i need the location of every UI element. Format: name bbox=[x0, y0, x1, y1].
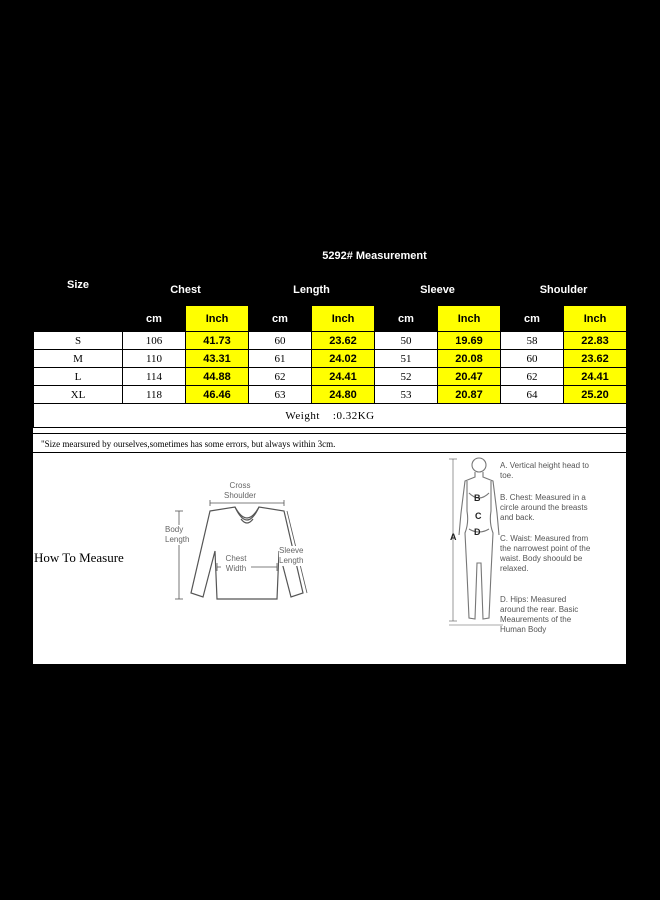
chest-cm: 110 bbox=[123, 350, 186, 368]
how-to-measure-label: How To Measure bbox=[34, 550, 124, 565]
chest-width-label: Chest Width bbox=[221, 554, 251, 574]
sleeve-inch: 20.08 bbox=[438, 350, 501, 368]
measurement-table bbox=[33, 237, 627, 428]
column-chest: Chest bbox=[123, 274, 249, 306]
table-row bbox=[34, 368, 627, 386]
table-row bbox=[34, 350, 627, 368]
shoulder-cm: 58 bbox=[501, 332, 564, 350]
length-cm: 62 bbox=[249, 368, 312, 386]
letter-a: A bbox=[450, 532, 457, 542]
length-inch: 24.02 bbox=[312, 350, 375, 368]
letter-d: D bbox=[474, 527, 481, 537]
size-chart bbox=[33, 237, 626, 664]
sleeve-cm: 53 bbox=[375, 386, 438, 404]
sleeve-inch: 20.47 bbox=[438, 368, 501, 386]
size-cell: L bbox=[34, 368, 123, 386]
body-length-label: Body Length bbox=[165, 525, 199, 545]
shoulder-cm: 64 bbox=[501, 386, 564, 404]
size-cell: M bbox=[34, 350, 123, 368]
shoulder-cm: 60 bbox=[501, 350, 564, 368]
shoulder-inch: 23.62 bbox=[564, 350, 627, 368]
chest-inch: 43.31 bbox=[186, 350, 249, 368]
sleeve-inch: 20.87 bbox=[438, 386, 501, 404]
unit-inch: Inch bbox=[186, 306, 249, 332]
body-diagram-icon bbox=[445, 453, 507, 633]
unit-inch: Inch bbox=[312, 306, 375, 332]
length-inch: 24.41 bbox=[312, 368, 375, 386]
note-a: A. Vertical height head to toe. bbox=[500, 461, 589, 480]
chest-inch: 41.73 bbox=[186, 332, 249, 350]
sleeve-cm: 51 bbox=[375, 350, 438, 368]
shoulder-inch: 25.20 bbox=[564, 386, 627, 404]
shoulder-cm: 62 bbox=[501, 368, 564, 386]
length-inch: 24.80 bbox=[312, 386, 375, 404]
length-cm: 60 bbox=[249, 332, 312, 350]
unit-inch: Inch bbox=[438, 306, 501, 332]
table-row bbox=[34, 386, 627, 404]
chest-inch: 46.46 bbox=[186, 386, 249, 404]
note-b: B. Chest: Measured in a circle around the breasts and back. bbox=[500, 493, 588, 522]
table-title: 5292# Measurement bbox=[123, 238, 627, 274]
unit-cm: cm bbox=[375, 306, 438, 332]
cross-shoulder-label: Cross Shoulder bbox=[223, 481, 257, 500]
chest-cm: 114 bbox=[123, 368, 186, 386]
size-cell: S bbox=[34, 332, 123, 350]
chest-cm: 106 bbox=[123, 332, 186, 350]
letter-c: C bbox=[475, 511, 482, 521]
length-inch: 23.62 bbox=[312, 332, 375, 350]
chest-inch: 44.88 bbox=[186, 368, 249, 386]
unit-cm: cm bbox=[501, 306, 564, 332]
shoulder-inch: 22.83 bbox=[564, 332, 627, 350]
sleeve-length-label: Sleeve Length bbox=[279, 546, 311, 566]
unit-inch: Inch bbox=[564, 306, 627, 332]
size-note: "Size mearsured by ourselves,sometimes has some errors, but always within 3cm. bbox=[33, 433, 626, 453]
length-cm: 63 bbox=[249, 386, 312, 404]
note-d: D. Hips: Measured around the rear. Basic Meaurements of the Human Body bbox=[500, 595, 579, 634]
letter-b: B bbox=[474, 493, 481, 503]
column-length: Length bbox=[249, 274, 375, 306]
unit-cm: cm bbox=[123, 306, 186, 332]
note-c: C. Waist: Measured from the narrowest point of the waist. Body shoould be relaxed. bbox=[500, 534, 591, 573]
column-shoulder: Shoulder bbox=[501, 274, 627, 306]
unit-cm: cm bbox=[249, 306, 312, 332]
chest-cm: 118 bbox=[123, 386, 186, 404]
sleeve-cm: 50 bbox=[375, 332, 438, 350]
length-cm: 61 bbox=[249, 350, 312, 368]
shoulder-inch: 24.41 bbox=[564, 368, 627, 386]
column-sleeve: Sleeve bbox=[375, 274, 501, 306]
sleeve-inch: 19.69 bbox=[438, 332, 501, 350]
how-to-measure-section bbox=[33, 453, 626, 664]
size-header: Size bbox=[34, 238, 123, 332]
sleeve-cm: 52 bbox=[375, 368, 438, 386]
weight-info: Weight :0.32KG bbox=[34, 404, 627, 428]
table-row bbox=[34, 332, 627, 350]
size-cell: XL bbox=[34, 386, 123, 404]
